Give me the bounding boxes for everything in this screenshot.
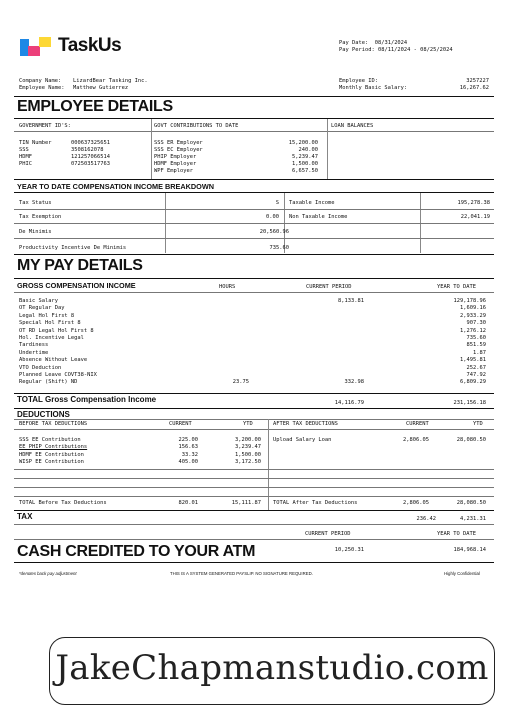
cash-col-ytd: YEAR TO DATE <box>437 531 476 537</box>
gross-title: GROSS COMPENSATION INCOME <box>17 281 136 290</box>
gross-item-ytd: 747.92 <box>466 371 486 378</box>
ytd-label: Non Taxable Income <box>289 214 348 220</box>
monthly-salary: 16,267.62 <box>459 85 489 91</box>
cash-current: 10,250.31 <box>334 547 364 553</box>
gross-item-ytd: 252.67 <box>466 364 486 371</box>
deduction-current: 405.00 <box>178 459 198 466</box>
pay-period-label: Pay Period: <box>339 47 375 53</box>
gross-item-label: Special Hol First 8 <box>19 320 81 327</box>
after-tax-row <box>273 437 486 444</box>
ytd-label: Taxable Income <box>289 200 335 206</box>
gross-item-label: OT RD Legal Hol First 8 <box>19 327 94 334</box>
col-current: CURRENT PERIOD <box>306 284 352 290</box>
gross-item-ytd: 735.60 <box>466 334 486 341</box>
footer-confidential: Highly Confidential <box>444 571 480 576</box>
contrib-label: HDMF Employer <box>154 161 197 167</box>
contrib-label: SSS ER Employer <box>154 140 203 146</box>
gov-id-label: TIN Number <box>19 140 52 146</box>
divider <box>14 118 494 119</box>
total-after-ytd: 28,080.50 <box>456 500 486 506</box>
gross-items <box>19 298 486 387</box>
divider <box>14 487 494 488</box>
gov-id-value: 121257066514 <box>71 154 110 160</box>
gross-item-current: 332.98 <box>344 379 364 386</box>
gross-item-ytd: 6,809.29 <box>460 379 486 386</box>
gross-item-hours: 23.75 <box>232 379 249 386</box>
before-tax-list <box>19 437 261 467</box>
gross-item-row <box>19 365 486 372</box>
deduction-label: HDMF EE Contribution <box>19 451 84 458</box>
divider <box>14 179 494 180</box>
contrib-list <box>154 140 318 175</box>
col-ytd: YEAR TO DATE <box>437 284 476 290</box>
deduction-label: WISP EE Contribution <box>19 459 84 466</box>
gross-item-ytd: 1,609.16 <box>460 305 486 312</box>
deduction-current: 225.00 <box>178 437 198 443</box>
deduction-current: 156.63 <box>178 444 198 451</box>
ytd-value: S <box>275 200 279 206</box>
tax-current: 236.42 <box>416 516 436 522</box>
contrib-value: 240.00 <box>298 147 318 153</box>
taskus-logo <box>20 36 160 58</box>
gov-ids-list <box>19 140 144 168</box>
gross-item-row <box>19 305 486 312</box>
ytd-label: Tax Exemption <box>19 214 62 220</box>
contrib-row <box>154 154 318 161</box>
ytd-value: 735.60 <box>269 245 289 251</box>
ytd-label: Tax Status <box>19 200 52 206</box>
emp-id: 3257227 <box>466 78 489 84</box>
gross-item-current: 8,133.81 <box>338 298 364 304</box>
gross-item-row <box>19 335 486 342</box>
gross-item-label: Absence Without Leave <box>19 357 88 364</box>
deduction-current: 33.32 <box>181 451 198 458</box>
employee-name: Matthew Gutierrez <box>73 85 129 91</box>
divider <box>14 408 494 409</box>
cash-col-current: CURRENT PERIOD <box>305 531 351 537</box>
after-col-ytd: YTD <box>473 421 483 427</box>
gross-item-label: Tardiness <box>19 342 49 349</box>
before-tax-row <box>19 444 261 451</box>
gross-item-ytd: 907.30 <box>466 320 486 327</box>
divider <box>14 496 494 497</box>
deduction-label: EE PHIP Contributions <box>19 444 88 451</box>
before-tax-row <box>19 452 261 459</box>
gov-id-row <box>19 161 144 168</box>
gov-id-value: 3508162078 <box>71 147 104 153</box>
pay-date-block <box>339 40 453 54</box>
watermark-text: JakeChapmanstudio.com <box>55 648 489 688</box>
divider <box>14 96 494 97</box>
deduction-current: 2,806.05 <box>403 437 429 443</box>
gross-item-label: OT Regular Day <box>19 305 65 312</box>
contrib-row <box>154 147 318 154</box>
before-tax-row <box>19 437 261 444</box>
gov-id-label: SSS <box>19 147 29 153</box>
divider <box>14 419 494 420</box>
deduction-ytd: 3,172.50 <box>235 459 261 466</box>
contrib-value: 5,239.47 <box>292 154 318 160</box>
divider <box>14 524 494 525</box>
ytd-title: YEAR TO DATE COMPENSATION INCOME BREAKDOWN <box>17 182 215 191</box>
gov-id-label: HDMF <box>19 154 32 160</box>
gross-item-row <box>19 313 486 320</box>
contrib-value: 15,200.00 <box>288 140 318 146</box>
total-before-ytd: 15,111.87 <box>231 500 261 506</box>
divider <box>14 510 494 511</box>
deduction-label: Upload Salary Loan <box>273 437 332 443</box>
divider <box>14 131 494 132</box>
gross-item-row <box>19 320 486 327</box>
pay-period: 08/11/2024 - 08/25/2024 <box>377 47 453 53</box>
contrib-row <box>154 161 318 168</box>
pay-date-label: Pay Date: <box>339 40 369 46</box>
after-col-current: CURRENT <box>406 421 429 427</box>
loan-header: LOAN BALANCES <box>331 123 374 129</box>
gov-id-row <box>19 154 144 161</box>
ytd-value: 20,560.96 <box>259 229 289 235</box>
cash-credited-label: CASH CREDITED TO YOUR ATM <box>17 543 256 560</box>
gross-item-row <box>19 372 486 379</box>
contrib-row <box>154 168 318 175</box>
tax-ytd: 4,231.31 <box>460 516 486 522</box>
deduction-label: SSS EE Contribution <box>19 437 81 443</box>
pay-details-title: MY PAY DETAILS <box>17 257 143 274</box>
gross-item-label: Legal Hol First 8 <box>19 312 75 319</box>
total-after-current: 2,806.05 <box>403 500 429 506</box>
company-label: Company Name: <box>19 78 62 84</box>
gov-id-value: 000637325651 <box>71 140 110 146</box>
ytd-value: 22,041.19 <box>460 214 490 220</box>
deductions-title: DEDUCTIONS <box>17 410 70 419</box>
employee-details-title: EMPLOYEE DETAILS <box>17 98 173 115</box>
employee-label: Employee Name: <box>19 85 65 91</box>
gross-item-ytd: 129,178.96 <box>453 298 486 304</box>
gov-id-label: PHIC <box>19 161 32 167</box>
gross-total-label: TOTAL Gross Compensation Income <box>17 395 157 404</box>
taskus-logo-icon <box>20 36 54 58</box>
gross-item-ytd: 1,276.12 <box>460 327 486 334</box>
gov-id-row <box>19 140 144 147</box>
gross-item-row <box>19 298 486 305</box>
tax-label: TAX <box>17 512 33 521</box>
company-block <box>19 78 319 92</box>
gross-item-label: Undertime <box>19 349 49 356</box>
footer-note: *denotes back pay adjustment <box>19 571 77 576</box>
total-before-label: TOTAL Before Tax Deductions <box>19 500 107 506</box>
divider <box>14 562 494 563</box>
gross-item-row <box>19 350 486 357</box>
col-divider <box>151 119 152 179</box>
gross-item-ytd: 1.87 <box>473 349 486 356</box>
divider <box>14 393 494 394</box>
divider <box>14 254 494 255</box>
contrib-label: WPF Employer <box>154 168 193 174</box>
gross-item-label: VTO Deduction <box>19 364 62 371</box>
gross-item-ytd: 1,495.81 <box>460 357 486 364</box>
total-before-current: 820.01 <box>178 500 198 506</box>
deduction-ytd: 3,200.00 <box>235 437 261 443</box>
divider <box>14 292 494 293</box>
footer-system: THIS IS A SYSTEM GENERATED PAYSLIP. NO SIGNATURE REQUIRED. <box>170 571 313 576</box>
contrib-value: 6,657.50 <box>292 168 318 174</box>
deduction-ytd: 1,500.00 <box>235 451 261 458</box>
before-col-ytd: YTD <box>243 421 253 427</box>
divider <box>14 278 494 279</box>
before-col-current: CURRENT <box>169 421 192 427</box>
contrib-row <box>154 140 318 147</box>
watermark-banner <box>49 637 495 705</box>
ytd-label: Productivity Incentive De Minimis <box>19 245 127 251</box>
gov-id-value: 072503517763 <box>71 161 110 167</box>
ytd-table <box>14 193 494 253</box>
gross-item-row <box>19 342 486 349</box>
gross-item-label: Planned Leave COVT38-NIX <box>19 371 97 378</box>
cash-ytd: 184,968.14 <box>453 547 486 553</box>
divider <box>14 469 494 470</box>
divider <box>14 429 494 430</box>
gross-item-label: Basic Salary <box>19 298 58 304</box>
gross-item-label: Regular (Shift) ND <box>19 379 78 386</box>
company-name: LizardBear Tasking Inc. <box>73 78 148 84</box>
employee-id-block <box>339 78 489 92</box>
divider <box>14 539 494 540</box>
before-tax-row <box>19 459 261 466</box>
gross-item-label: Hol. Incentive Legal <box>19 334 84 341</box>
divider <box>14 478 494 479</box>
after-tax-list <box>273 437 486 444</box>
deduction-ytd: 28,080.50 <box>456 437 486 443</box>
gross-item-row <box>19 379 486 386</box>
before-tax-header: BEFORE TAX DEDUCTIONS <box>19 421 88 427</box>
gross-item-ytd: 851.59 <box>466 342 486 349</box>
gross-item-row <box>19 328 486 335</box>
contrib-header: GOVT CONTRIBUTIONS TO DATE <box>154 123 239 129</box>
ytd-value: 0.00 <box>266 214 279 220</box>
col-divider <box>327 119 328 179</box>
contrib-label: PHIP Employer <box>154 154 197 160</box>
gross-item-ytd: 2,933.29 <box>460 312 486 319</box>
emp-id-label: Employee ID: <box>339 78 378 84</box>
gross-item-row <box>19 357 486 364</box>
salary-label: Monthly Basic Salary: <box>339 85 408 91</box>
col-hours: HOURS <box>219 284 236 290</box>
after-tax-header: AFTER TAX DEDUCTIONS <box>273 421 338 427</box>
contrib-label: SSS EC Employer <box>154 147 203 153</box>
gov-ids-header: GOVERNMENT ID'S: <box>19 123 71 129</box>
total-after-label: TOTAL After Tax Deductions <box>273 500 358 506</box>
ytd-value: 195,278.38 <box>457 200 490 206</box>
brand-name: TaskUs <box>58 35 122 56</box>
gov-id-row <box>19 147 144 154</box>
ytd-label: De Minimis <box>19 229 52 235</box>
pay-date: 08/31/2024 <box>374 40 408 46</box>
gross-total-ytd: 231,156.18 <box>453 400 486 406</box>
gross-total-current: 14,116.79 <box>334 400 364 406</box>
deduction-ytd: 3,239.47 <box>235 444 261 451</box>
contrib-value: 1,500.00 <box>292 161 318 167</box>
